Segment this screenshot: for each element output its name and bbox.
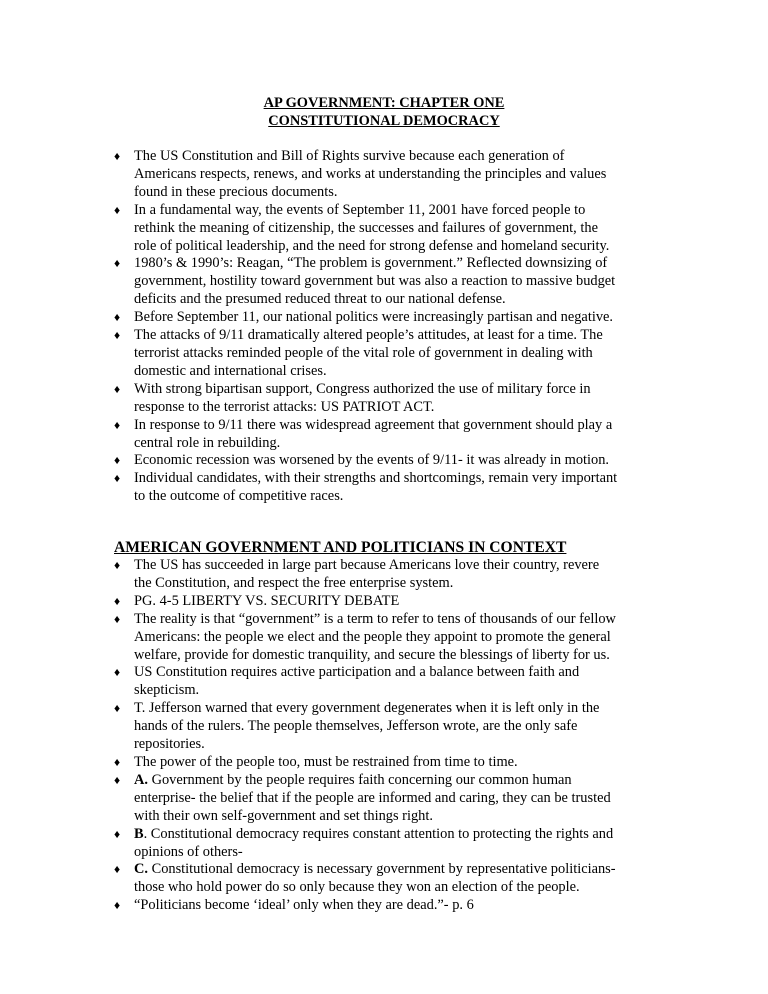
diamond-bullet-icon: ♦ [114,898,121,913]
list-item [0,470,768,506]
list-item-text: The power of the people too, must be restrained from time to time. [134,753,518,770]
list-item-text: “Politicians become ‘ideal’ only when they are dead.”- p. 6 [134,897,474,914]
list-item [0,309,768,327]
diamond-bullet-icon: ♦ [114,149,121,163]
list-item-text: US Constitution requires active participation and a balance between faith and skepticism. [134,664,580,699]
list-item [0,202,768,256]
list-item [0,557,768,593]
document-subtitle: CONSTITUTIONAL DEMOCRACY [268,113,500,129]
list-item-text: T. Jefferson warned that every government degenerates when it is left only in the hands of the rulers. The people themselves, Jefferson wrote, are the only safe repositories. [134,700,600,753]
diamond-bullet-icon: ♦ [114,417,121,432]
section-heading: AMERICAN GOVERNMENT AND POLITICIANS IN CONTEXT [114,539,567,556]
list-item-text: In a fundamental way, the events of September 11, 2001 have forced people to rethink the meaning of citizenship, the successes and failures of government, the role of political leadership, and the need for strong defense and homeland security. [134,201,610,254]
list-item-lead: A. [134,771,148,788]
diamond-bullet-icon: ♦ [114,471,121,486]
list-item-lead: B [134,825,144,842]
diamond-bullet-icon: ♦ [114,558,121,572]
section-bullet-list [0,557,768,915]
list-item [0,148,768,202]
list-item-text: In response to 9/11 there was widespread agreement that government should play a central role in rebuilding. [134,416,613,451]
diamond-bullet-icon: ♦ [114,754,121,769]
list-item-text: Government by the people requires faith concerning our common human enterprise- the belief that if the people are informed and caring, they can be trusted with their own self-government and set things right. [134,771,611,824]
list-item [0,381,768,417]
list-item-text: The reality is that “government” is a term to refer to tens of thousands of our fellow Americans: the people we elect and the people they appoint to promote the general welfare, provide for domestic tranquility, and secure the blessings of liberty for us. [134,610,616,663]
list-item-text: The attacks of 9/11 dramatically altered people’s attitudes, at least for a time. The terrorist attacks reminded people of the vital role of government in dealing with domestic and international crises. [134,327,603,379]
list-item [0,700,768,754]
list-item-text: The US has succeeded in large part because Americans love their country, revere the Constitution, and respect the free enterprise system. [134,557,600,591]
list-item [0,826,768,862]
list-item [0,897,768,915]
list-item [0,664,768,700]
diamond-bullet-icon: ♦ [114,701,121,716]
list-item-text: PG. 4-5 LIBERTY VS. SECURITY DEBATE [134,592,400,609]
diamond-bullet-icon: ♦ [114,453,121,468]
list-item-text: With strong bipartisan support, Congress authorized the use of military force in response to the terrorist attacks: US PATRIOT ACT. [134,380,591,415]
diamond-bullet-icon: ♦ [114,202,121,217]
list-item-text: The US Constitution and Bill of Rights survive because each generation of Americans respects, renews, and works at understanding the principles and values found in these precious documents. [134,148,607,200]
list-item-text: Individual candidates, with their strengths and shortcomings, remain very important to the outcome of competitive races. [134,470,618,505]
list-item-text: 1980’s & 1990’s: Reagan, “The problem is government.” Reflected downsizing of government, hostility toward government but was also a reaction to massive budget deficits and the presumed reduced threat to our national defense. [134,255,616,308]
diamond-bullet-icon: ♦ [114,826,121,841]
diamond-bullet-icon: ♦ [114,665,121,680]
list-item [0,327,768,381]
list-item-text: . Constitutional democracy requires constant attention to protecting the rights and opinions of others- [134,825,614,860]
diamond-bullet-icon: ♦ [114,310,121,325]
diamond-bullet-icon: ♦ [114,862,121,877]
list-item-text: Economic recession was worsened by the events of 9/11- it was already in motion. [134,452,610,469]
diamond-bullet-icon: ♦ [114,611,121,626]
diamond-bullet-icon: ♦ [114,593,121,608]
diamond-bullet-icon: ♦ [114,772,121,787]
list-item [0,255,768,309]
list-item-text: Before September 11, our national politics were increasingly partisan and negative. [134,309,613,326]
diamond-bullet-icon: ♦ [114,381,121,396]
list-item [0,417,768,453]
list-item-lead: C. [134,861,148,878]
diamond-bullet-icon: ♦ [114,256,121,271]
intro-bullet-list [0,148,768,506]
list-item [0,772,768,826]
document-title: AP GOVERNMENT: CHAPTER ONE [263,95,505,111]
list-item [0,754,768,772]
diamond-bullet-icon: ♦ [114,328,121,343]
list-item [0,611,768,665]
list-item-text: Constitutional democracy is necessary government by representative politicians- those who hold power do so only because they won an election of the people. [134,861,616,896]
list-item [0,452,768,470]
list-item [0,861,768,897]
list-item [0,593,768,611]
